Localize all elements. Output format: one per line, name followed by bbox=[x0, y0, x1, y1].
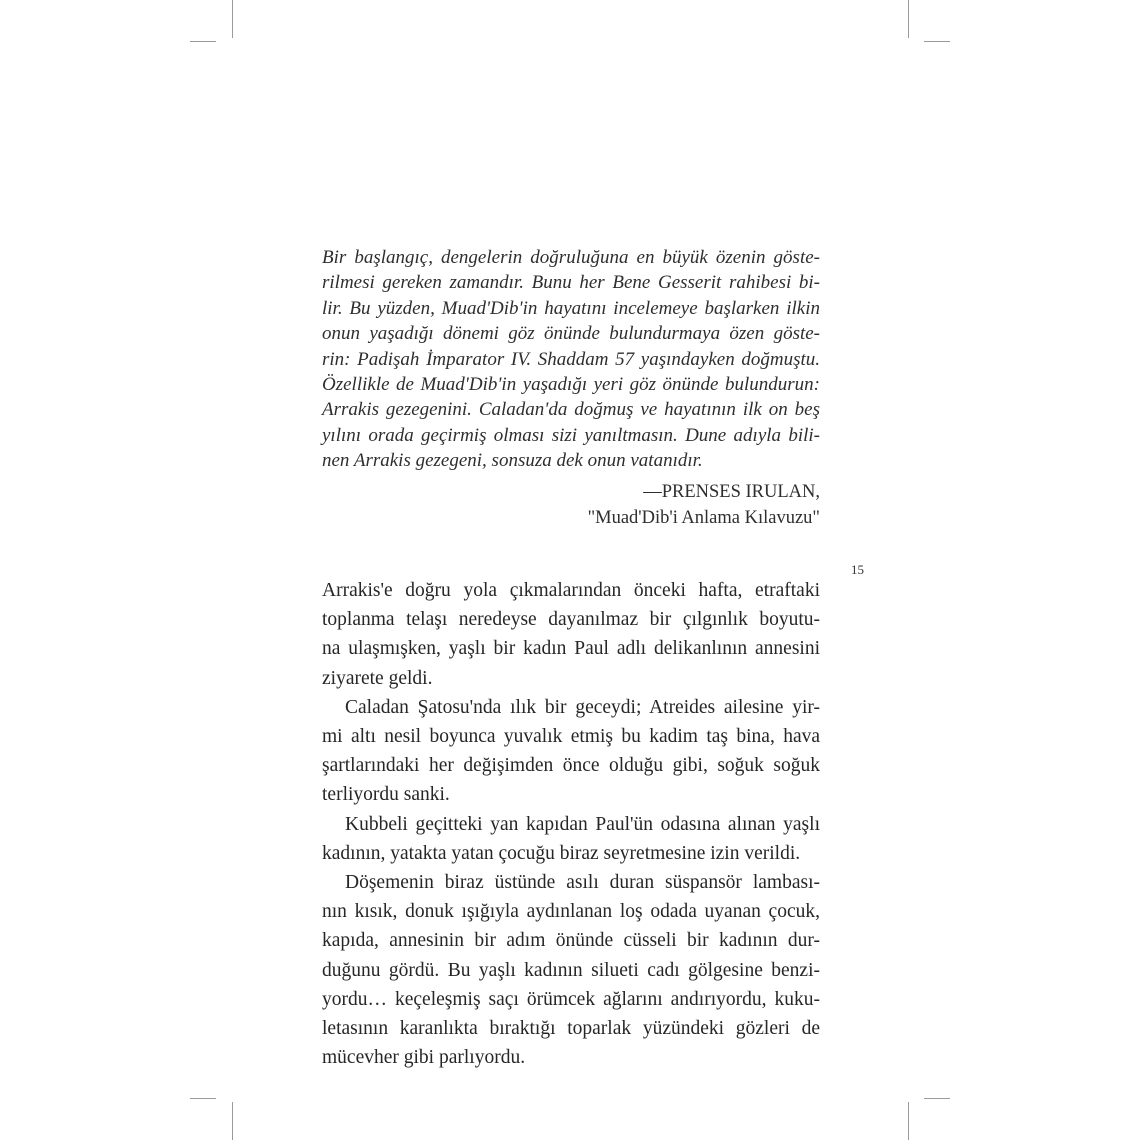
body-line: kadının, yatakta yatan çocuğu biraz seyretmesine izin verildi. bbox=[322, 842, 801, 864]
epigraph-line: rilmesi gereken zamandır. Bunu her Bene Gesserit rahibesi bi- bbox=[322, 272, 820, 294]
epigraph-line: yılını orada geçirmiş olması sizi yanıltmasın. Dune adıyla bili- bbox=[322, 424, 820, 446]
page-number: 15 bbox=[851, 562, 864, 577]
epigraph-line: lir. Bu yüzden, Muad'Dib'in hayatını incelemeye başlarken ilkin bbox=[322, 297, 820, 319]
body-line: ziyarete geldi. bbox=[322, 667, 433, 689]
epigraph-line: nen Arrakis gezegeni, sonsuza dek onun vatanıdır. bbox=[322, 450, 703, 472]
body-line: nın kısık, donuk ışığıyla aydınlanan loş odada uyanan çocuk, bbox=[322, 901, 820, 923]
epigraph-line: Bir başlangıç, dengelerin doğruluğuna en büyük özenin göste- bbox=[322, 247, 820, 268]
crop-mark-bottom-left-horizontal bbox=[190, 1098, 216, 1099]
body-line: kapıda, annesinin bir adım önünde cüsseli bir kadının dur- bbox=[322, 930, 820, 952]
body-line: terliyordu sanki. bbox=[322, 784, 450, 806]
body-line: Arrakis'e doğru yola çıkmalarından önceki hafta, etraftaki bbox=[322, 580, 820, 601]
body-line: Caladan Şatosu'nda ılık bir geceydi; Atreides ailesine yir- bbox=[345, 696, 820, 718]
epigraph-line: Özellikle de Muad'Dib'in yaşadığı yeri göz önünde bulundurun: bbox=[322, 374, 820, 396]
crop-mark-bottom-right-horizontal bbox=[924, 1098, 950, 1099]
body-line: yordu… keçeleşmiş saçı örümcek ağlarını andırıyordu, kuku- bbox=[322, 988, 820, 1010]
body-line: na ulaşmışken, yaşlı bir kadın Paul adlı delikanlının annesini bbox=[322, 638, 820, 660]
body-line: letasının karanlıkta bıraktığı toparlak yüzündeki gözleri de bbox=[322, 1018, 820, 1040]
body-line: şartlarındaki her değişimden önce olduğu gibi, soğuk soğuk bbox=[322, 755, 820, 777]
crop-mark-top-right-horizontal bbox=[924, 41, 950, 42]
attribution-source: "Muad'Dib'i Anlama Kılavuzu" bbox=[587, 508, 820, 528]
crop-mark-top-left-vertical bbox=[232, 0, 233, 38]
body-line: Döşemenin biraz üstünde asılı duran süspansör lambası- bbox=[345, 872, 820, 894]
epigraph-attribution bbox=[322, 479, 820, 531]
body-line: duğunu gördü. Bu yaşlı kadının silueti cadı gölgesine benzi- bbox=[322, 959, 820, 981]
crop-mark-bottom-left-vertical bbox=[232, 1102, 233, 1140]
body-line: Kubbeli geçitteki yan kapıdan Paul'ün odasına alınan yaşlı bbox=[345, 813, 820, 835]
crop-mark-top-left-horizontal bbox=[190, 41, 216, 42]
body-line: mi altı nesil boyunca yuvalık etmiş bu kadim taş bina, hava bbox=[322, 726, 820, 748]
chapter-body bbox=[322, 576, 820, 1072]
body-line: toplanma telaşı neredeyse dayanılmaz bir çılgınlık boyutu- bbox=[322, 609, 820, 631]
crop-mark-bottom-right-vertical bbox=[908, 1102, 909, 1140]
epigraph bbox=[322, 245, 820, 474]
body-line: mücevher gibi parlıyordu. bbox=[322, 1047, 526, 1069]
epigraph-line: rin: Padişah İmparator IV. Shaddam 57 yaşındayken doğmuştu. bbox=[322, 348, 820, 370]
crop-mark-top-right-vertical bbox=[908, 0, 909, 38]
epigraph-line: Arrakis gezegenini. Caladan'da doğmuş ve hayatının ilk on beş bbox=[322, 399, 820, 421]
attribution-author: —PRENSES IRULAN, bbox=[643, 482, 820, 502]
epigraph-line: onun yaşadığı dönemi göz önünde bulundurmaya özen göste- bbox=[322, 323, 820, 345]
